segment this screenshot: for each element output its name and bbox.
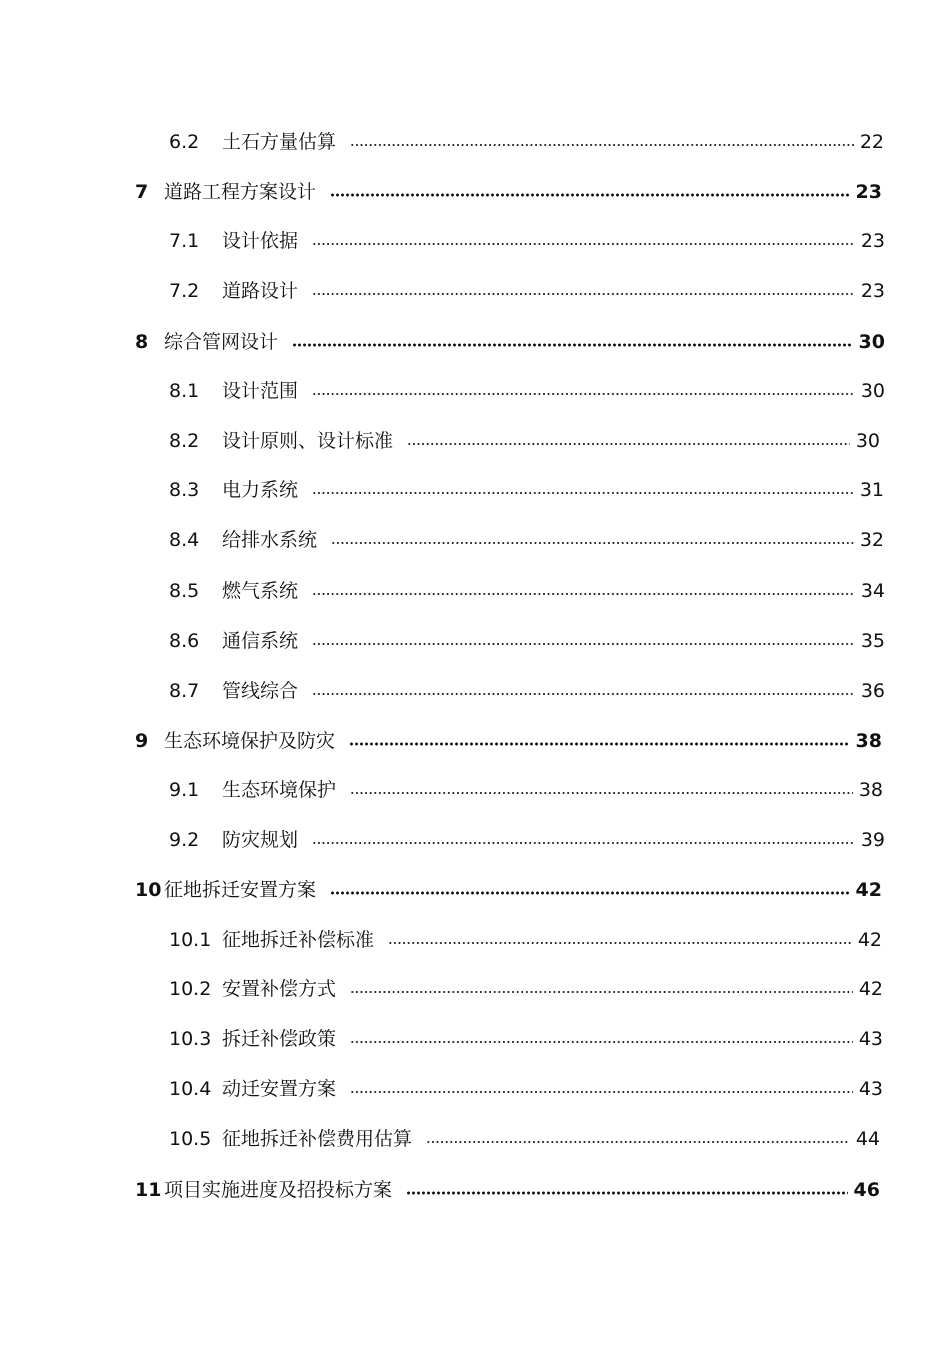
toc-entry-title: 燃气系统 [222,580,299,602]
dot-leader [350,790,853,796]
toc-entry-page-number: 23 [860,230,885,252]
toc-entry-number: 8.4 [169,529,200,551]
toc-entry-page-number: 46 [853,1179,880,1201]
toc-entry-title: 电力系统 [222,479,299,501]
toc-section-entry[interactable] [169,279,885,303]
toc-entry-number: 8.3 [169,479,200,501]
toc-entry-title: 生态环境保护 [222,779,337,801]
dot-leader [312,490,854,496]
toc-entry-page-number: 30 [858,331,885,353]
toc-section-entry[interactable] [169,528,884,552]
toc-section-entry[interactable] [169,478,884,502]
toc-chapter-entry[interactable] [135,180,882,204]
toc-entry-number: 10.4 [169,1078,212,1100]
toc-section-entry[interactable] [169,679,885,703]
toc-entry-title: 生态环境保护及防灾 [164,730,336,752]
toc-entry-title: 道路设计 [222,280,299,302]
dot-leader [312,691,855,697]
toc-section-entry[interactable] [169,229,885,253]
toc-entry-number: 10.2 [169,978,212,1000]
toc-entry-title: 征地拆迁安置方案 [164,879,317,901]
toc-entry-page-number: 44 [855,1128,880,1150]
toc-entry-page-number: 39 [860,829,885,851]
toc-section-entry[interactable] [169,828,885,852]
toc-entry-page-number: 43 [858,1078,883,1100]
toc-section-entry[interactable] [169,1027,883,1051]
dot-leader [388,940,852,946]
toc-entry-page-number: 32 [859,529,884,551]
toc-entry-page-number: 38 [855,730,882,752]
toc-section-entry[interactable] [169,579,885,603]
toc-entry-title: 项目实施进度及招投标方案 [164,1179,393,1201]
toc-entry-title: 设计范围 [222,380,299,402]
toc-entry-title: 拆迁补偿政策 [222,1028,337,1050]
toc-section-entry[interactable] [169,1077,883,1101]
dot-leader [312,391,855,397]
dot-leader [330,192,850,198]
dot-leader [312,641,855,647]
toc-entry-number: 8.5 [169,580,200,602]
dot-leader [350,142,854,148]
toc-section-entry[interactable] [169,928,882,952]
toc-entry-title: 设计原则、设计标准 [222,430,394,452]
toc-entry-title: 给排水系统 [222,529,318,551]
dot-leader [312,840,855,846]
toc-section-entry[interactable] [169,1127,880,1151]
toc-entry-number: 7.2 [169,280,200,302]
dot-leader [312,591,855,597]
toc-entry-number: 10 [135,879,162,901]
toc-entry-page-number: 36 [860,680,885,702]
toc-entry-title: 安置补偿方式 [222,978,337,1000]
dot-leader [331,540,854,546]
toc-entry-page-number: 38 [858,779,883,801]
dot-leader [330,890,850,896]
toc-entry-number: 7.1 [169,230,200,252]
toc-entry-page-number: 42 [857,929,882,951]
toc-section-entry[interactable] [169,778,883,802]
toc-entry-title: 综合管网设计 [164,331,279,353]
dot-leader [350,1039,853,1045]
toc-entry-number: 9 [135,730,149,752]
toc-entry-page-number: 43 [858,1028,883,1050]
toc-entry-title: 通信系统 [222,630,299,652]
toc-entry-title: 道路工程方案设计 [164,181,317,203]
toc-entry-number: 8.6 [169,630,200,652]
toc-section-entry[interactable] [169,977,883,1001]
dot-leader [407,441,850,447]
toc-entry-title: 土石方量估算 [222,131,337,153]
toc-entry-title: 动迁安置方案 [222,1078,337,1100]
toc-entry-number: 9.2 [169,829,200,851]
toc-entry-number: 8.2 [169,430,200,452]
toc-entry-page-number: 23 [860,280,885,302]
dot-leader [312,241,855,247]
toc-entry-page-number: 42 [855,879,882,901]
toc-entry-title: 设计依据 [222,230,299,252]
toc-section-entry[interactable] [169,130,884,154]
toc-entry-number: 7 [135,181,149,203]
toc-entry-page-number: 30 [855,430,880,452]
toc-entry-number: 8.7 [169,680,200,702]
toc-chapter-entry[interactable] [135,878,882,902]
toc-chapter-entry[interactable] [135,1178,880,1202]
toc-entry-number: 8.1 [169,380,200,402]
toc-entry-number: 6.2 [169,131,200,153]
toc-chapter-entry[interactable] [135,330,885,354]
toc-entry-page-number: 22 [859,131,884,153]
dot-leader [350,989,853,995]
toc-entry-page-number: 35 [860,630,885,652]
dot-leader [426,1139,850,1145]
toc-entry-title: 征地拆迁补偿标准 [222,929,375,951]
toc-entry-number: 9.1 [169,779,200,801]
toc-entry-number: 11 [135,1179,162,1201]
dot-leader [350,1089,853,1095]
toc-entry-page-number: 31 [859,479,884,501]
toc-entry-number: 8 [135,331,149,353]
toc-entry-number: 10.3 [169,1028,212,1050]
dot-leader [292,342,853,348]
toc-entry-page-number: 34 [860,580,885,602]
toc-entry-title: 征地拆迁补偿费用估算 [222,1128,413,1150]
dot-leader [349,741,850,747]
toc-chapter-entry[interactable] [135,729,882,753]
toc-entry-title: 防灾规划 [222,829,299,851]
toc-section-entry[interactable] [169,629,885,653]
toc-entry-page-number: 42 [858,978,883,1000]
dot-leader [312,291,855,297]
toc-entry-number: 10.1 [169,929,212,951]
dot-leader [406,1190,848,1196]
toc-section-entry[interactable] [169,429,880,453]
toc-entry-page-number: 23 [855,181,882,203]
toc-entry-page-number: 30 [860,380,885,402]
toc-section-entry[interactable] [169,379,885,403]
toc-entry-title: 管线综合 [222,680,299,702]
toc-entry-number: 10.5 [169,1128,212,1150]
